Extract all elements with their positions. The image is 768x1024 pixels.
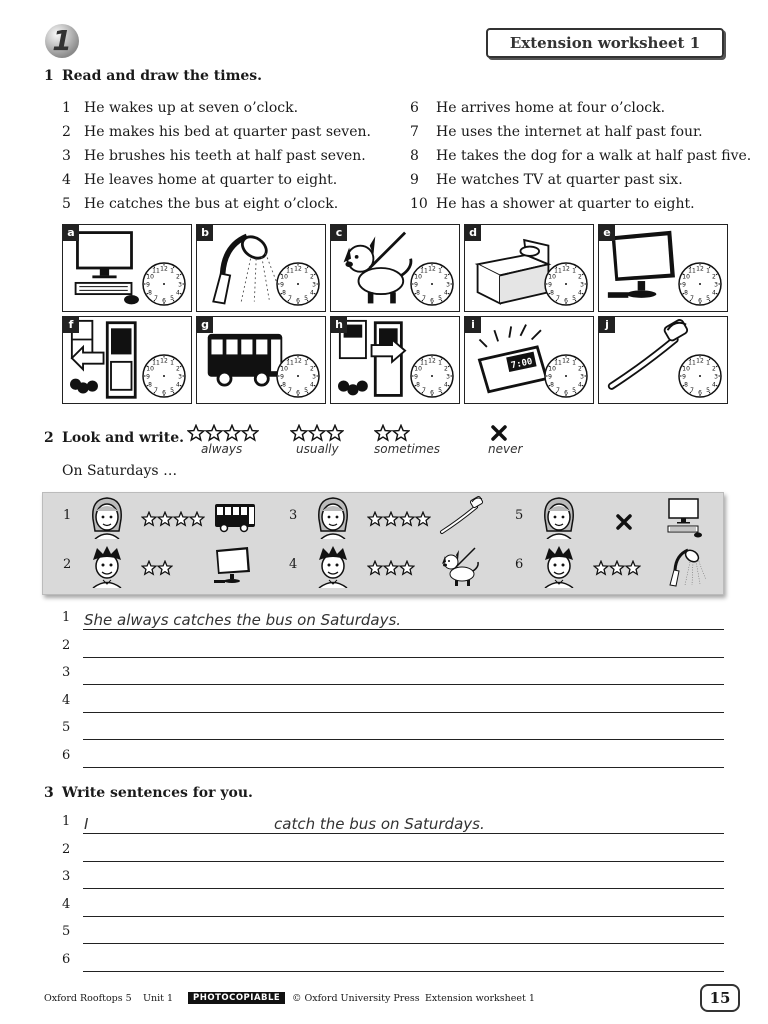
section-1-item xyxy=(62,148,366,164)
svg-text:10: 10 xyxy=(548,365,556,373)
answer-line[interactable] xyxy=(44,661,724,685)
answer-line[interactable] xyxy=(44,744,724,768)
frequency-word: always xyxy=(201,442,243,456)
svg-text:8: 8 xyxy=(148,381,153,389)
alarm-display: 7:00 xyxy=(510,356,534,372)
writing-rule xyxy=(83,943,724,944)
svg-text:1: 1 xyxy=(170,359,174,367)
writing-rule xyxy=(83,684,724,685)
svg-text:5: 5 xyxy=(706,387,710,395)
clock-face[interactable] xyxy=(135,347,191,403)
svg-text:3: 3 xyxy=(446,281,450,289)
page-number-box xyxy=(700,984,740,1012)
item-text: He catches the bus at eight o’clock. xyxy=(84,196,339,212)
svg-text:9: 9 xyxy=(682,373,686,381)
writing-rule xyxy=(83,739,724,740)
svg-text:1: 1 xyxy=(572,359,576,367)
clock-face[interactable] xyxy=(671,347,727,403)
item-number: 3 xyxy=(62,148,71,164)
item-text: He arrives home at four o’clock. xyxy=(436,100,666,116)
item-number: 1 xyxy=(62,100,71,116)
footer-copyright: © Oxford University Press xyxy=(292,993,420,1004)
section-1-item xyxy=(62,124,371,140)
svg-text:3: 3 xyxy=(178,281,182,289)
svg-text:3: 3 xyxy=(446,373,450,381)
svg-text:6: 6 xyxy=(698,297,702,305)
answer-line[interactable] xyxy=(44,606,724,630)
svg-text:1: 1 xyxy=(572,267,576,275)
picture-g xyxy=(196,316,326,404)
boy-avatar xyxy=(313,544,353,592)
svg-text:8: 8 xyxy=(416,381,421,389)
svg-text:12: 12 xyxy=(696,265,704,273)
line-number: 3 xyxy=(62,665,71,680)
section-2-intro: On Saturdays … xyxy=(62,463,178,479)
frequency-word: never xyxy=(488,442,523,456)
grid-number: 3 xyxy=(289,508,298,523)
grid-number: 5 xyxy=(515,508,524,523)
svg-text:7: 7 xyxy=(154,387,158,395)
section-2-number: 2 xyxy=(44,430,54,446)
grid-number: 4 xyxy=(289,557,298,572)
answer-line[interactable] xyxy=(44,893,724,917)
svg-text:8: 8 xyxy=(684,381,689,389)
item-text: He wakes up at seven o’clock. xyxy=(84,100,299,116)
svg-text:11: 11 xyxy=(688,267,696,275)
grid-number: 1 xyxy=(63,508,72,523)
svg-text:1: 1 xyxy=(706,267,710,275)
svg-text:10: 10 xyxy=(414,365,422,373)
section-1-title: Read and draw the times. xyxy=(62,68,263,84)
picture-f xyxy=(62,316,192,404)
svg-text:9: 9 xyxy=(548,281,552,289)
writing-rule xyxy=(83,629,724,630)
svg-text:3: 3 xyxy=(312,281,316,289)
picture-c xyxy=(330,224,460,312)
picture-label: a xyxy=(63,225,79,241)
grid-number: 6 xyxy=(515,557,524,572)
svg-text:12: 12 xyxy=(562,265,570,273)
worksheet-title-box xyxy=(486,28,724,58)
svg-text:12: 12 xyxy=(160,265,168,273)
svg-text:6: 6 xyxy=(430,297,434,305)
svg-text:5: 5 xyxy=(572,295,576,303)
svg-text:2: 2 xyxy=(577,365,582,373)
frequency-word: usually xyxy=(296,442,339,456)
svg-text:3: 3 xyxy=(714,373,718,381)
svg-text:12: 12 xyxy=(160,357,168,365)
section-1-item xyxy=(62,100,298,116)
section-3-title: Write sentences for you. xyxy=(62,785,253,801)
answer-line[interactable] xyxy=(44,716,724,740)
section-1-item xyxy=(410,148,751,164)
girl-avatar xyxy=(313,495,353,543)
girl-avatar xyxy=(87,495,127,543)
svg-text:8: 8 xyxy=(684,289,689,297)
frequency-key-usually xyxy=(290,424,370,456)
svg-text:9: 9 xyxy=(280,281,284,289)
line-number: 6 xyxy=(62,951,71,967)
svg-text:4: 4 xyxy=(309,381,314,389)
svg-text:7: 7 xyxy=(422,295,426,303)
svg-text:10: 10 xyxy=(682,273,690,281)
svg-text:4: 4 xyxy=(711,289,716,297)
unit-badge-number: 1 xyxy=(52,24,72,57)
svg-text:9: 9 xyxy=(548,373,552,381)
svg-text:8: 8 xyxy=(550,289,555,297)
answer-line[interactable] xyxy=(44,838,724,862)
section-1-item xyxy=(410,100,665,116)
svg-text:1: 1 xyxy=(170,267,174,275)
svg-text:10: 10 xyxy=(548,273,556,281)
clock-face[interactable] xyxy=(671,255,727,311)
svg-text:2: 2 xyxy=(309,365,314,373)
picture-b xyxy=(196,224,326,312)
stars-icon xyxy=(187,424,267,444)
svg-text:6: 6 xyxy=(430,389,434,397)
svg-text:6: 6 xyxy=(564,389,568,397)
item-text: He uses the internet at half past four. xyxy=(436,124,703,140)
svg-text:2: 2 xyxy=(443,365,448,373)
svg-text:9: 9 xyxy=(280,373,284,381)
svg-text:7: 7 xyxy=(690,387,694,395)
svg-text:12: 12 xyxy=(428,357,436,365)
item-text: He watches TV at quarter past six. xyxy=(436,172,683,188)
svg-text:4: 4 xyxy=(577,289,582,297)
writing-rule xyxy=(83,657,724,658)
answer-line[interactable] xyxy=(44,689,724,713)
section-1-item xyxy=(62,196,338,212)
svg-text:7: 7 xyxy=(422,387,426,395)
picture-label: e xyxy=(599,225,615,241)
svg-text:4: 4 xyxy=(443,289,448,297)
writing-rule xyxy=(83,861,724,862)
picture-j xyxy=(598,316,728,404)
svg-text:3: 3 xyxy=(714,281,718,289)
svg-text:4: 4 xyxy=(175,381,180,389)
svg-text:3: 3 xyxy=(178,373,182,381)
clock-face[interactable] xyxy=(403,255,459,311)
line-number: 6 xyxy=(62,747,71,763)
svg-text:6: 6 xyxy=(296,297,300,305)
svg-text:7: 7 xyxy=(690,295,694,303)
svg-text:11: 11 xyxy=(554,267,562,275)
svg-text:5: 5 xyxy=(438,295,442,303)
stars-icon xyxy=(593,560,641,580)
answer-text: catch the bus on Saturdays. xyxy=(274,815,485,833)
svg-text:12: 12 xyxy=(294,265,302,273)
clock-face[interactable] xyxy=(269,255,325,311)
picture-e xyxy=(598,224,728,312)
svg-text:10: 10 xyxy=(146,273,154,281)
stars-icon xyxy=(374,424,454,444)
picture-label: i xyxy=(465,317,481,333)
clock-face[interactable] xyxy=(269,347,325,403)
line-number: 2 xyxy=(62,841,71,857)
svg-text:2: 2 xyxy=(443,273,448,281)
svg-text:11: 11 xyxy=(286,359,294,367)
svg-text:5: 5 xyxy=(438,387,442,395)
svg-text:12: 12 xyxy=(562,357,570,365)
toothbrush-icon xyxy=(435,496,487,544)
item-number: 4 xyxy=(62,172,71,188)
svg-text:2: 2 xyxy=(711,365,716,373)
svg-text:9: 9 xyxy=(146,373,150,381)
svg-text:8: 8 xyxy=(550,381,555,389)
picture-i xyxy=(464,316,594,404)
svg-text:8: 8 xyxy=(148,289,153,297)
section-1-item xyxy=(410,172,683,188)
svg-text:5: 5 xyxy=(572,387,576,395)
stars-icon xyxy=(367,560,415,580)
svg-text:5: 5 xyxy=(706,295,710,303)
picture-a xyxy=(62,224,192,312)
svg-text:7: 7 xyxy=(288,387,292,395)
item-number: 10 xyxy=(410,196,428,212)
item-number: 7 xyxy=(410,124,419,140)
item-text: He has a shower at quarter to eight. xyxy=(436,196,695,212)
svg-text:12: 12 xyxy=(696,357,704,365)
writing-rule xyxy=(83,833,724,834)
svg-text:11: 11 xyxy=(286,267,294,275)
worksheet-title: Extension worksheet 1 xyxy=(509,34,701,52)
svg-text:2: 2 xyxy=(711,273,716,281)
line-number: 1 xyxy=(62,610,71,625)
item-number: 6 xyxy=(410,100,419,116)
svg-text:10: 10 xyxy=(280,365,288,373)
section-1-item xyxy=(410,124,703,140)
clock-face[interactable] xyxy=(537,255,593,311)
svg-text:7: 7 xyxy=(288,295,292,303)
svg-text:4: 4 xyxy=(309,289,314,297)
footer-photocopiable: PHOTOCOPIABLE xyxy=(188,992,285,1004)
cross-icon xyxy=(482,424,562,444)
section-1-item xyxy=(410,196,695,212)
svg-text:4: 4 xyxy=(711,381,716,389)
picture-label: b xyxy=(197,225,213,241)
svg-text:2: 2 xyxy=(175,273,180,281)
answer-line[interactable] xyxy=(44,810,724,834)
svg-text:9: 9 xyxy=(146,281,150,289)
svg-text:1: 1 xyxy=(438,359,442,367)
answer-line[interactable] xyxy=(44,865,724,889)
line-number: 4 xyxy=(62,896,71,912)
cross-icon xyxy=(615,513,633,535)
line-number: 1 xyxy=(62,814,71,829)
svg-text:10: 10 xyxy=(414,273,422,281)
svg-text:5: 5 xyxy=(304,295,308,303)
stars-icon xyxy=(290,424,370,444)
item-text: He leaves home at quarter to eight. xyxy=(84,172,338,188)
svg-text:10: 10 xyxy=(146,365,154,373)
svg-text:2: 2 xyxy=(577,273,582,281)
section-2-title: Look and write. xyxy=(62,430,185,446)
svg-text:3: 3 xyxy=(580,281,584,289)
clock-face[interactable] xyxy=(537,347,593,403)
svg-text:6: 6 xyxy=(698,389,702,397)
writing-rule xyxy=(83,712,724,713)
writing-rule xyxy=(83,971,724,972)
svg-text:6: 6 xyxy=(296,389,300,397)
svg-text:12: 12 xyxy=(294,357,302,365)
footer-sheet: Extension worksheet 1 xyxy=(425,993,535,1004)
page-number: 15 xyxy=(709,989,731,1007)
svg-text:5: 5 xyxy=(170,295,174,303)
svg-text:3: 3 xyxy=(312,373,316,381)
svg-text:9: 9 xyxy=(414,373,418,381)
grid-number: 2 xyxy=(63,557,72,572)
svg-text:6: 6 xyxy=(162,389,166,397)
picture-label: h xyxy=(331,317,347,333)
svg-text:1: 1 xyxy=(304,359,308,367)
item-number: 5 xyxy=(62,196,71,212)
svg-text:10: 10 xyxy=(280,273,288,281)
svg-text:4: 4 xyxy=(175,289,180,297)
answer-text: She always catches the bus on Saturdays. xyxy=(84,611,402,629)
picture-d xyxy=(464,224,594,312)
svg-text:3: 3 xyxy=(580,373,584,381)
picture-label: f xyxy=(63,317,79,333)
line-number: 3 xyxy=(62,869,71,884)
bus-icon xyxy=(209,496,261,544)
line-number: 2 xyxy=(62,637,71,653)
picture-label: g xyxy=(197,317,213,333)
frequency-word: sometimes xyxy=(374,442,441,456)
svg-text:11: 11 xyxy=(420,267,428,275)
unit-badge xyxy=(44,22,80,60)
frequency-key-never xyxy=(482,424,562,456)
svg-text:8: 8 xyxy=(282,289,287,297)
item-number: 9 xyxy=(410,172,419,188)
footer-book: Oxford Rooftops 5 xyxy=(44,993,132,1004)
picture-h xyxy=(330,316,460,404)
picture-label: j xyxy=(599,317,615,333)
girl-avatar xyxy=(539,495,579,543)
svg-text:4: 4 xyxy=(443,381,448,389)
svg-text:8: 8 xyxy=(282,381,287,389)
line-number: 5 xyxy=(62,720,71,735)
frequency-key-always xyxy=(187,424,267,456)
svg-text:11: 11 xyxy=(420,359,428,367)
picture-label: d xyxy=(465,225,481,241)
section-1-item xyxy=(62,172,337,188)
computer-icon xyxy=(661,496,713,544)
svg-text:6: 6 xyxy=(564,297,568,305)
writing-rule xyxy=(83,916,724,917)
svg-text:2: 2 xyxy=(309,273,314,281)
item-text: He takes the dog for a walk at half past five. xyxy=(436,148,752,164)
footer-unit: Unit 1 xyxy=(143,993,174,1004)
svg-text:1: 1 xyxy=(304,267,308,275)
stars-icon xyxy=(141,560,173,580)
svg-text:5: 5 xyxy=(304,387,308,395)
svg-text:11: 11 xyxy=(152,267,160,275)
stars-icon xyxy=(141,511,205,531)
shower-icon xyxy=(661,545,713,593)
clock-face[interactable] xyxy=(135,255,191,311)
boy-avatar xyxy=(539,544,579,592)
stars-icon xyxy=(367,511,431,531)
svg-text:4: 4 xyxy=(577,381,582,389)
activity-grid xyxy=(42,492,724,595)
item-number: 2 xyxy=(62,124,71,140)
svg-text:6: 6 xyxy=(162,297,166,305)
svg-text:9: 9 xyxy=(414,281,418,289)
svg-text:11: 11 xyxy=(554,359,562,367)
dog-icon xyxy=(435,545,487,593)
answer-line[interactable] xyxy=(44,948,724,972)
svg-text:7: 7 xyxy=(556,387,560,395)
line-number: 4 xyxy=(62,692,71,708)
svg-text:11: 11 xyxy=(688,359,696,367)
answer-line[interactable] xyxy=(44,920,724,944)
answer-prefix: I xyxy=(84,815,89,833)
item-number: 8 xyxy=(410,148,419,164)
svg-text:1: 1 xyxy=(438,267,442,275)
svg-text:1: 1 xyxy=(706,359,710,367)
svg-text:11: 11 xyxy=(152,359,160,367)
svg-text:8: 8 xyxy=(416,289,421,297)
answer-line[interactable] xyxy=(44,634,724,658)
frequency-key-sometimes xyxy=(374,424,454,456)
line-number: 5 xyxy=(62,924,71,939)
svg-text:7: 7 xyxy=(556,295,560,303)
item-text: He makes his bed at quarter past seven. xyxy=(84,124,371,140)
writing-rule xyxy=(83,888,724,889)
svg-text:2: 2 xyxy=(175,365,180,373)
section-1-number: 1 xyxy=(44,68,54,84)
section-3-number: 3 xyxy=(44,785,54,801)
picture-label: c xyxy=(331,225,347,241)
writing-rule xyxy=(83,767,724,768)
svg-text:5: 5 xyxy=(170,387,174,395)
tv-icon xyxy=(209,545,261,593)
item-text: He brushes his teeth at half past seven. xyxy=(84,148,366,164)
svg-text:12: 12 xyxy=(428,265,436,273)
boy-avatar xyxy=(87,544,127,592)
svg-text:10: 10 xyxy=(682,365,690,373)
svg-text:9: 9 xyxy=(682,281,686,289)
clock-face[interactable] xyxy=(403,347,459,403)
svg-text:7: 7 xyxy=(154,295,158,303)
